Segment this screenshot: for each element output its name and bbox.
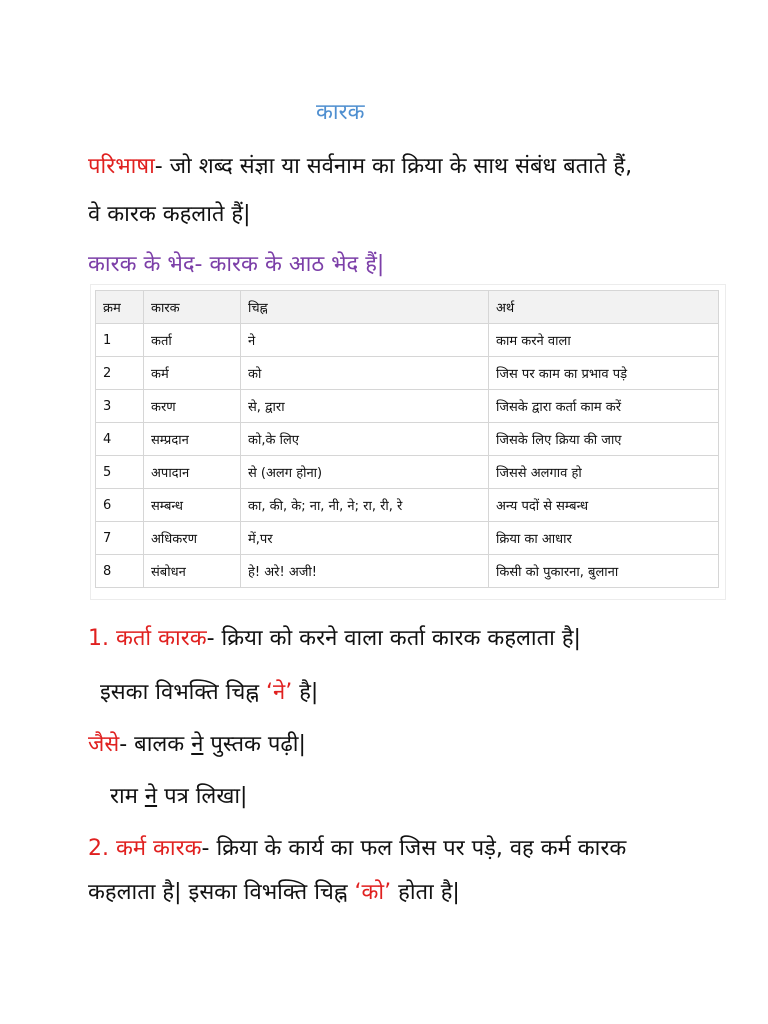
- karma-text2-post: होता है|: [391, 880, 460, 905]
- karma-text2-mark: ‘को’: [354, 880, 392, 905]
- cell-kram: 5: [96, 456, 144, 489]
- header-chihn: चिह्न: [241, 291, 489, 324]
- cell-karak: करण: [144, 390, 241, 423]
- table-row: [96, 324, 719, 357]
- cell-kram: 4: [96, 423, 144, 456]
- table-row: [96, 423, 719, 456]
- definition-label: परिभाषा: [88, 154, 155, 179]
- cell-arth: जिसके लिए क्रिया की जाए: [489, 423, 719, 456]
- example-2-post: पत्र लिखा|: [157, 784, 248, 809]
- cell-chihn: हे! अरे! अजी!: [241, 555, 489, 588]
- cell-arth: काम करने वाला: [489, 324, 719, 357]
- cell-arth: जिस पर काम का प्रभाव पड़े: [489, 357, 719, 390]
- cell-karak: कर्ता: [144, 324, 241, 357]
- page-title: कारक: [316, 100, 365, 125]
- karta-example-1: [88, 728, 306, 758]
- cell-karak: संबोधन: [144, 555, 241, 588]
- karma-text2-pre: कहलाता है| इसका विभक्ति चिह्न: [88, 880, 355, 905]
- table-row: [96, 522, 719, 555]
- cell-kram: 6: [96, 489, 144, 522]
- header-kram: क्रम: [96, 291, 144, 324]
- karta-vibhakti: [100, 676, 318, 706]
- cell-karak: अपादान: [144, 456, 241, 489]
- karta-vibhakti-pre: इसका विभक्ति चिह्न: [100, 680, 267, 705]
- cell-chihn: का, की, के; ना, नी, ने; रा, री, रे: [241, 489, 489, 522]
- types-line: [88, 248, 384, 278]
- example-1-pre: - बालक: [119, 732, 192, 757]
- types-text: - कारक के आठ भेद हैं|: [194, 252, 385, 277]
- cell-arth: जिससे अलगाव हो: [489, 456, 719, 489]
- karta-vibhakti-mark: ‘ने’: [266, 680, 293, 705]
- cell-arth: जिसके द्वारा कर्ता काम करें: [489, 390, 719, 423]
- example-label: जैसे: [88, 732, 120, 757]
- karta-text: - क्रिया को करने वाला कर्ता कारक कहलाता है|: [206, 626, 581, 651]
- header-karak: कारक: [144, 291, 241, 324]
- table-header-row: [96, 291, 719, 324]
- cell-karak: सम्प्रदान: [144, 423, 241, 456]
- cell-kram: 7: [96, 522, 144, 555]
- definition-text: - जो शब्द संज्ञा या सर्वनाम का क्रिया के साथ संबंध बताते हैं,: [154, 154, 633, 179]
- cell-karak: सम्बन्ध: [144, 489, 241, 522]
- cell-chihn: को,के लिए: [241, 423, 489, 456]
- karta-example-2: [110, 780, 247, 810]
- cell-chihn: ने: [241, 324, 489, 357]
- karma-heading: [88, 832, 626, 862]
- example-1-post: पुस्तक पढ़ी|: [203, 732, 306, 757]
- table-row: [96, 489, 719, 522]
- definition-line: [88, 150, 632, 180]
- karma-label: कर्म कारक: [115, 836, 202, 861]
- cell-arth: अन्य पदों से सम्बन्ध: [489, 489, 719, 522]
- cell-kram: 1: [96, 324, 144, 357]
- table-row: [96, 555, 719, 588]
- karma-text: - क्रिया के कार्य का फल जिस पर पड़े, वह कर्म कारक: [201, 836, 627, 861]
- karma-num: 2.: [88, 836, 116, 861]
- header-arth: अर्थ: [489, 291, 719, 324]
- cell-chihn: से, द्वारा: [241, 390, 489, 423]
- cell-arth: क्रिया का आधार: [489, 522, 719, 555]
- karta-heading: [88, 622, 581, 652]
- cell-chihn: में,पर: [241, 522, 489, 555]
- cell-chihn: को: [241, 357, 489, 390]
- table-row: [96, 456, 719, 489]
- karta-label: कर्ता कारक: [115, 626, 207, 651]
- cell-arth: किसी को पुकारना, बुलाना: [489, 555, 719, 588]
- karma-line-2: [88, 876, 460, 906]
- cell-kram: 8: [96, 555, 144, 588]
- karak-table: [95, 290, 719, 588]
- cell-karak: अधिकरण: [144, 522, 241, 555]
- cell-chihn: से (अलग होना): [241, 456, 489, 489]
- cell-kram: 2: [96, 357, 144, 390]
- table-row: [96, 390, 719, 423]
- example-2-pre: राम: [110, 784, 145, 809]
- cell-kram: 3: [96, 390, 144, 423]
- types-label: कारक के भेद: [88, 252, 195, 277]
- table-row: [96, 357, 719, 390]
- example-2-mark: ने: [144, 784, 158, 809]
- example-1-mark: ने: [191, 732, 204, 757]
- definition-line-2: वे कारक कहलाते हैं|: [88, 202, 251, 227]
- karta-num: 1.: [88, 626, 116, 651]
- cell-karak: कर्म: [144, 357, 241, 390]
- table-body: [96, 324, 719, 588]
- karta-vibhakti-post: है|: [292, 680, 319, 705]
